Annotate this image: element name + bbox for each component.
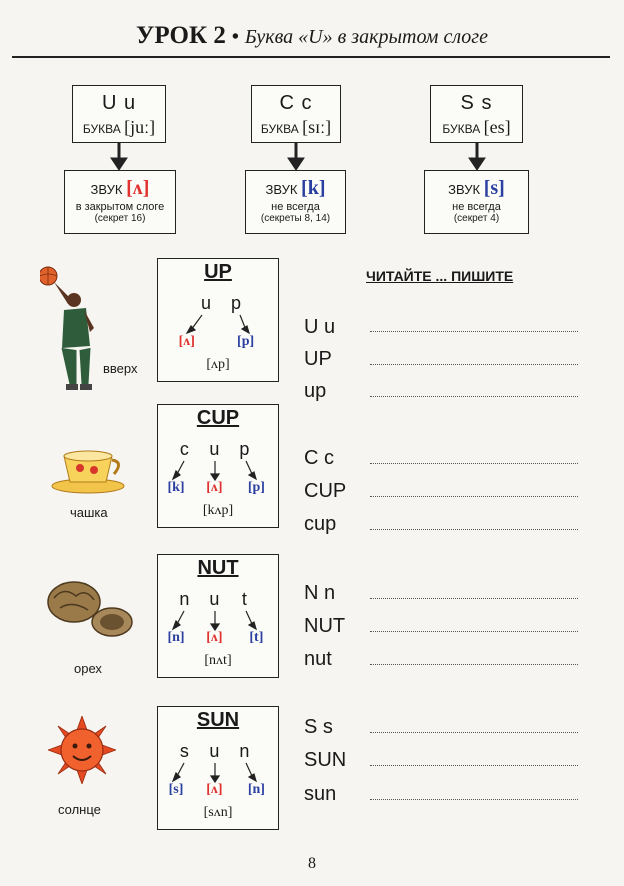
- sound-box-u: [64, 170, 176, 234]
- sound-box-c: [245, 170, 346, 234]
- write-line-label: N n: [304, 582, 336, 604]
- sound-note: не всегда: [271, 201, 320, 213]
- letter-label: БУКВА: [442, 122, 481, 136]
- word-letter: n: [179, 589, 190, 609]
- word-sound: [ʌ]: [178, 334, 195, 349]
- lesson-title: Буква «U» в закрытом слоге: [244, 26, 488, 48]
- write-line[interactable]: [370, 765, 578, 766]
- write-line[interactable]: [370, 799, 578, 800]
- word-letter: u: [209, 439, 220, 459]
- write-line-label: cup: [304, 513, 337, 535]
- word-letter: u: [200, 293, 212, 313]
- sun-illustration: [48, 716, 116, 784]
- sound-value: [ʌ]: [126, 177, 150, 199]
- word-box-cup: [157, 404, 279, 528]
- basketball-player-illustration: [40, 262, 100, 400]
- letter-transcription: [juː]: [124, 117, 156, 137]
- word-letter: t: [241, 589, 247, 609]
- word-sound: [ʌ]: [206, 630, 223, 645]
- word-letter: u: [209, 741, 220, 761]
- word-sound: [s]: [168, 782, 184, 797]
- caption-up: вверх: [103, 361, 138, 376]
- word-title: CUP: [196, 407, 240, 429]
- word-transcription: [kʌp]: [202, 503, 234, 518]
- sound-secret: (секрет 16): [94, 213, 146, 224]
- word-letter: n: [239, 741, 250, 761]
- word-sound: [ʌ]: [206, 480, 223, 495]
- word-letter: p: [230, 293, 242, 313]
- write-line[interactable]: [370, 496, 578, 497]
- write-line-label: UP: [304, 348, 332, 370]
- write-line[interactable]: [370, 664, 578, 665]
- page-number: 8: [308, 855, 316, 872]
- letter-u: U u: [101, 92, 137, 114]
- word-letter: c: [179, 439, 189, 459]
- word-sound: [n]: [247, 782, 265, 797]
- letter-transcription: [sɪː]: [302, 117, 332, 137]
- write-line[interactable]: [370, 396, 578, 397]
- word-title: UP: [204, 261, 232, 283]
- sound-label: ЗВУК: [90, 182, 123, 197]
- letter-label: БУКВА: [82, 122, 121, 136]
- word-sound: [k]: [167, 480, 185, 495]
- letter-transcription: [es]: [483, 117, 511, 137]
- word-transcription: [ʌp]: [206, 357, 230, 372]
- word-letter: u: [209, 589, 220, 609]
- header-bullet: •: [231, 26, 239, 48]
- word-sound: [p]: [247, 480, 265, 495]
- sound-note: в закрытом слоге: [75, 201, 165, 213]
- letter-label: БУКВА: [260, 122, 299, 136]
- write-line-label: sun: [304, 783, 337, 805]
- write-line-label: up: [304, 380, 327, 402]
- word-transcription: [sʌn]: [203, 805, 233, 820]
- write-line-label: NUT: [304, 615, 346, 637]
- write-line[interactable]: [370, 631, 578, 632]
- write-line[interactable]: [370, 529, 578, 530]
- sound-secret: (секрет 4): [453, 213, 500, 224]
- word-letter: p: [239, 439, 250, 459]
- word-title: SUN: [196, 709, 240, 731]
- write-line-label: nut: [304, 648, 332, 670]
- caption-cup: чашка: [70, 505, 108, 520]
- lesson-number: УРОК 2: [136, 22, 226, 49]
- word-box-sun: [157, 706, 279, 830]
- write-line[interactable]: [370, 732, 578, 733]
- word-sound: [n]: [167, 630, 185, 645]
- word-sound: [p]: [237, 334, 255, 349]
- word-box-up: [157, 258, 279, 382]
- word-sound: [ʌ]: [206, 782, 223, 797]
- word-title: NUT: [197, 557, 239, 579]
- sound-value: [k]: [301, 177, 326, 199]
- write-line-label: C c: [304, 447, 334, 469]
- letter-c: C c: [279, 92, 313, 114]
- caption-nut: орех: [74, 661, 102, 676]
- sound-box-s: [424, 170, 529, 234]
- sound-label: ЗВУК: [265, 182, 298, 197]
- word-sound: [t]: [249, 630, 264, 645]
- write-line-label: CUP: [304, 480, 347, 502]
- write-line[interactable]: [370, 331, 578, 332]
- read-write-header: ЧИТАЙТЕ ... ПИШИТЕ: [366, 268, 514, 284]
- walnut-illustration: [44, 578, 136, 642]
- write-line[interactable]: [370, 598, 578, 599]
- write-line-label: SUN: [304, 749, 347, 771]
- word-transcription: [nʌt]: [204, 653, 232, 668]
- caption-sun: солнце: [58, 802, 101, 817]
- sound-note: не всегда: [452, 201, 501, 213]
- write-line-label: U u: [304, 316, 336, 338]
- write-line-label: S s: [304, 716, 333, 738]
- letter-s: S s: [460, 92, 493, 114]
- word-box-nut: [157, 554, 279, 678]
- write-line[interactable]: [370, 463, 578, 464]
- sound-secret: (секреты 8, 14): [260, 213, 331, 224]
- teacup-illustration: [50, 446, 128, 496]
- sound-label: ЗВУК: [448, 182, 481, 197]
- word-letter: s: [179, 741, 189, 761]
- sound-value: [s]: [483, 177, 505, 199]
- write-line[interactable]: [370, 364, 578, 365]
